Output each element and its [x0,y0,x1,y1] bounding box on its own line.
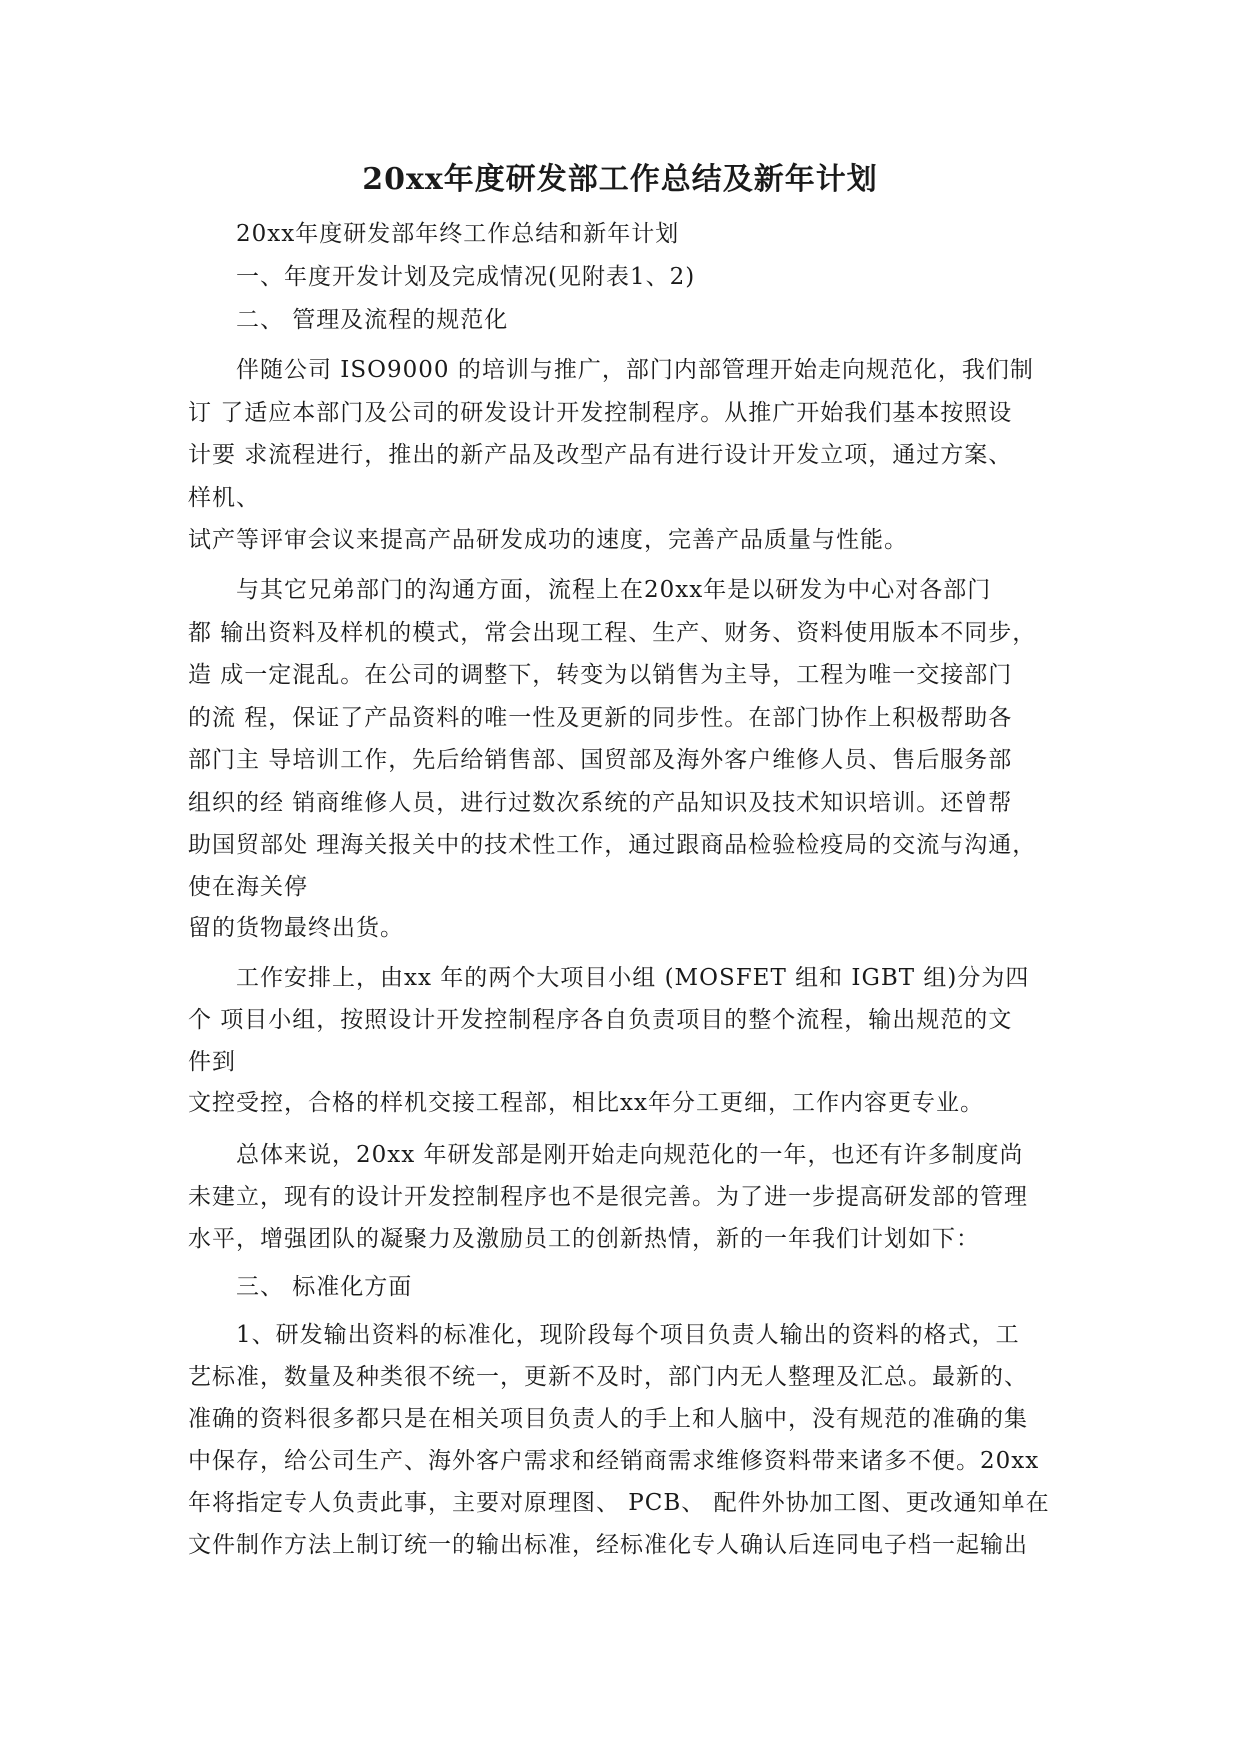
text-line: 文件制作方法上制订统一的输出标准，经标准化专人确认后连同电子档一起输出 [188,1532,1028,1558]
text-line: 工作安排上，由xx 年的两个大项目小组 (MOSFET 组和 IGBT 组)分为四 [236,965,1030,991]
text-line: 水平，增强团队的凝聚力及激励员工的创新热情，新的一年我们计划如下： [188,1226,980,1252]
text-line: 三、 标准化方面 [236,1274,413,1300]
text-line: 造 成一定混乱。在公司的调整下，转变为以销售为主导，工程为唯一交接部门 [188,662,1013,688]
text-line: 中保存，给公司生产、海外客户需求和经销商需求维修资料带来诸多不便。20xx [188,1448,1040,1474]
text-line: 试产等评审会议来提高产品研发成功的速度，完善产品质量与性能。 [188,527,908,553]
text-line: 年将指定专人负责此事，主要对原理图、 PCB、 配件外协加工图、更改通知单在 [188,1490,1050,1516]
text-line: 文控受控，合格的样机交接工程部，相比xx年分工更细，工作内容更专业。 [188,1090,984,1116]
text-line: 助国贸部处 理海关报关中的技术性工作，通过跟商品检验检疫局的交流与沟通， [188,832,1037,858]
text-line: 二、 管理及流程的规范化 [236,307,509,333]
text-line: 个 项目小组，按照设计开发控制程序各自负责项目的整个流程，输出规范的文 [188,1007,1013,1033]
text-line: 部门主 导培训工作，先后给销售部、国贸部及海外客户维修人员、售后服务部 [188,747,1013,773]
text-line: 订 了适应本部门及公司的研发设计开发控制程序。从推广开始我们基本按照设 [188,400,1013,426]
text-line: 一、年度开发计划及完成情况(见附表1、2) [236,264,696,290]
text-line: 样机、 [188,485,260,511]
text-line: 艺标准，数量及种类很不统一，更新不及时，部门内无人整理及汇总。最新的、 [188,1364,1028,1390]
text-line: 总体来说，20xx 年研发部是刚开始走向规范化的一年，也还有许多制度尚 [236,1142,1024,1168]
document-title: 20xx年度研发部工作总结及新年计划 [362,162,878,197]
text-line: 未建立，现有的设计开发控制程序也不是很完善。为了进一步提高研发部的管理 [188,1184,1028,1210]
text-line: 组织的经 销商维修人员，进行过数次系统的产品知识及技术知识培训。还曾帮 [188,790,1013,816]
text-line: 使在海关停 [188,874,308,900]
text-line: 20xx年度研发部年终工作总结和新年计划 [236,221,680,247]
text-line: 留的货物最终出货。 [188,915,404,941]
text-line: 1、研发输出资料的标准化，现阶段每个项目负责人输出的资料的格式，工 [236,1322,1020,1348]
text-line: 与其它兄弟部门的沟通方面，流程上在20xx年是以研发为中心对各部门 [236,577,992,603]
text-line: 都 输出资料及样机的模式，常会出现工程、生产、财务、资料使用版本不同步， [188,620,1037,646]
text-line: 伴随公司 ISO9000 的培训与推广，部门内部管理开始走向规范化，我们制 [236,357,1034,383]
text-line: 件到 [188,1049,236,1075]
text-line: 准确的资料很多都只是在相关项目负责人的手上和人脑中，没有规范的准确的集 [188,1406,1028,1432]
text-line: 的流 程，保证了产品资料的唯一性及更新的同步性。在部门协作上积极帮助各 [188,705,1013,731]
text-line: 计要 求流程进行，推出的新产品及改型产品有进行设计开发立项，通过方案、 [188,442,1013,468]
